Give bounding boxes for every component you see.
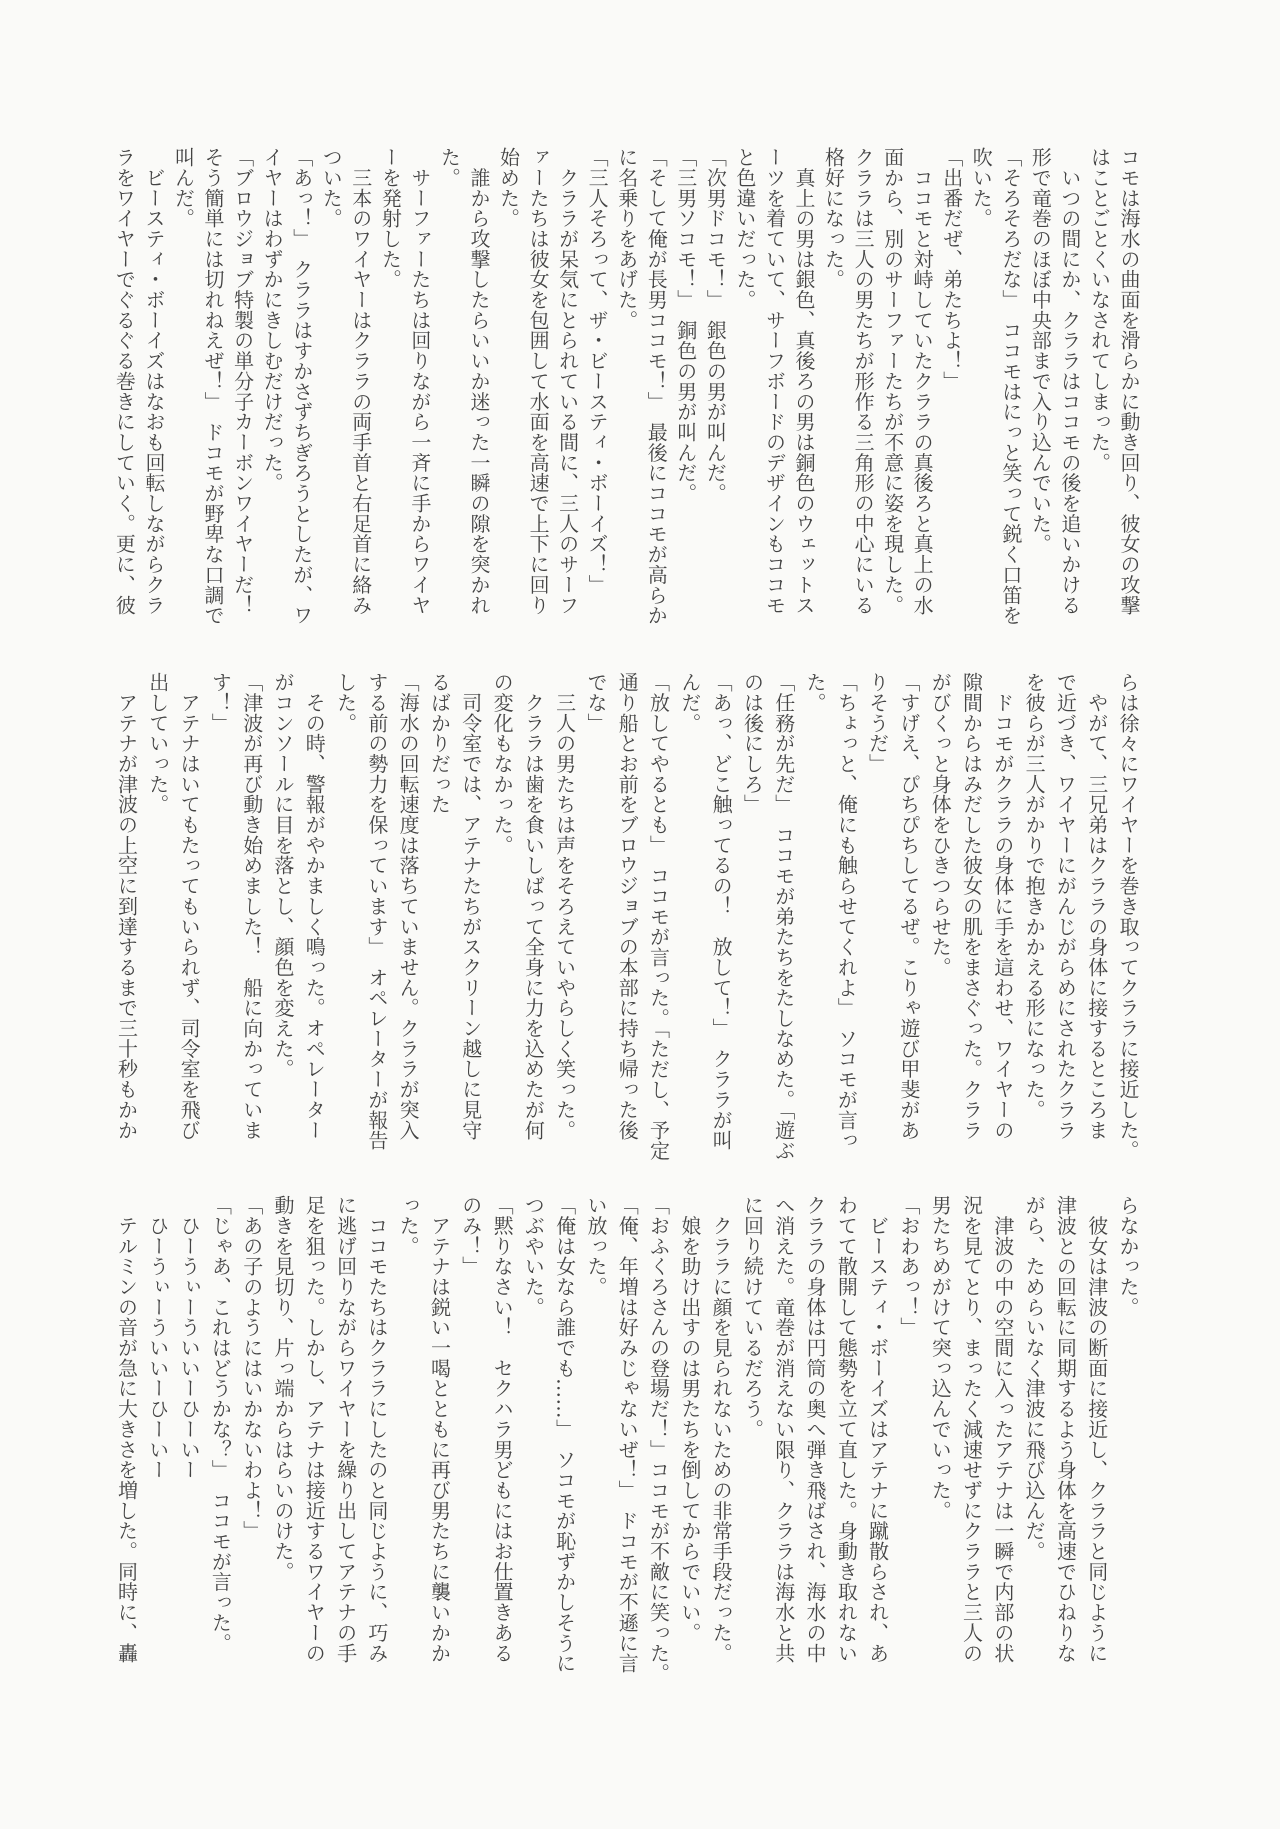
text-column: した。 bbox=[333, 672, 358, 734]
text-column: 「おわあっ！」 bbox=[896, 1195, 921, 1338]
text-column: 隙間からはみだした彼女の肌をまさぐった。クララ bbox=[959, 672, 984, 1141]
text-column: ーツを着ていて、サーフボードのデザインもココモ bbox=[762, 147, 787, 616]
text-column: 誰から攻撃したらいいか迷った一瞬の隙を突かれ bbox=[466, 147, 491, 616]
text-column: 「放してやるとも」 ココモが言った。「ただし、予定 bbox=[646, 672, 671, 1161]
text-column: 況を見てとり、まったく減速せずにクララと三人の bbox=[959, 1195, 984, 1664]
text-column: 動きを見切り、片っ端からはらいのけた。 bbox=[270, 1195, 295, 1582]
text-column: 「三男ソコモ！」 銅色の男が叫んだ。 bbox=[673, 147, 698, 504]
text-column: い放った。 bbox=[583, 1195, 608, 1297]
text-column: イヤーはわずかにきしむだけだった。 bbox=[260, 147, 285, 493]
text-column: 津波との回転に同期するよう身体を高速でひねりな bbox=[1053, 1195, 1078, 1664]
text-column: アテナは鋭い一喝とともに再び男たちに襲いかか bbox=[427, 1195, 452, 1664]
text-column: 「出番だぜ、弟たちよ！」 bbox=[939, 147, 964, 392]
text-column: 形で竜巻のほぼ中央部まで入り込んでいた。 bbox=[1028, 147, 1053, 554]
text-column: クララは三人の男たちが形作る三角形の中心にいる bbox=[851, 147, 876, 616]
text-column: で近づき、ワイヤーにがんじがらめにされたクララ bbox=[1053, 672, 1078, 1141]
text-column: に逃げ回りながらワイヤーを繰り出してアテナの手 bbox=[333, 1195, 358, 1664]
text-column: クララは歯を食いしばって全身に力を込めたが何 bbox=[521, 672, 546, 1141]
text-column: 足を狙った。しかし、アテナは接近するワイヤーの bbox=[302, 1195, 327, 1664]
text-column: クララに顔を見られないための非常手段だった。 bbox=[709, 1195, 734, 1664]
text-column: 「じゃあ、これはどうかな？」 ココモが言った。 bbox=[208, 1195, 233, 1654]
text-column: がコンソールに目を落とし、顔色を変えた。 bbox=[270, 672, 295, 1079]
text-column: クララの身体は円筒の奥へ弾き飛ばされ、海水の中 bbox=[803, 1195, 828, 1664]
text-column: 「津波が再び動き始めました！ 船に向かっていま bbox=[239, 672, 264, 1141]
text-column: 娘を助け出すのは男たちを倒してからでいい。 bbox=[677, 1195, 702, 1643]
text-column: その時、警報がやかましく鳴った。オペレーター bbox=[302, 672, 327, 1141]
text-column: 「そろそろだな」 ココモはにっと笑って鋭く口笛を bbox=[998, 147, 1023, 626]
text-column: 真上の男は銀色、真後ろの男は銅色のウェットス bbox=[791, 147, 816, 616]
text-column: 「そして俺が長男ココモ！」 最後にココモが高らか bbox=[644, 147, 669, 626]
text-column: らなかった。 bbox=[1116, 1195, 1140, 1318]
text-column: 出していった。 bbox=[145, 672, 170, 815]
text-column: ビースティ・ボーイズはアテナに蹴散らされ、あ bbox=[865, 1195, 890, 1664]
text-column: がら、ためらいなく津波に飛び込んだ。 bbox=[1022, 1195, 1047, 1562]
text-column: そう簡単には切れねえぜ！」 ドコモが野卑な口調で bbox=[201, 147, 226, 626]
text-band-bottom bbox=[110, 1195, 1143, 1705]
text-column: 司令室では、アテナたちがスクリーン越しに見守 bbox=[458, 672, 483, 1141]
text-column: らは徐々にワイヤーを巻き取ってクララに接近した。 bbox=[1116, 672, 1140, 1161]
text-column: 「あの子のようにはいかないわよ！」 bbox=[239, 1195, 264, 1541]
text-column: ドコモがクララの身体に手を這わせ、ワイヤーの bbox=[990, 672, 1015, 1141]
text-column: はことごとくいなされてしまった。 bbox=[1087, 147, 1112, 473]
text-band-top bbox=[109, 147, 1143, 647]
text-column: ココモと対峙していたクララの真後ろと真上の水 bbox=[910, 147, 935, 616]
text-column: でな」 bbox=[583, 672, 608, 734]
text-column: クララが呆気にとられている間に、三人のサーフ bbox=[555, 147, 580, 616]
text-column: 叫んだ。 bbox=[171, 147, 196, 229]
text-column: 「あっ！」 クララはすかさずちぎろうとしたが、ワ bbox=[289, 147, 314, 626]
text-column: いつの間にか、クララはココモの後を追いかける bbox=[1057, 147, 1082, 616]
text-column: と色違いだった。 bbox=[732, 147, 757, 310]
text-column: 吹いた。 bbox=[969, 147, 994, 229]
text-column: 「あっ、どこ触ってるの！ 放して！」 クララが叫 bbox=[709, 672, 734, 1151]
text-column: アテナはいてもたってもいられず、司令室を飛び bbox=[177, 672, 202, 1141]
text-column: 男たちめがけて突っ込んでいった。 bbox=[928, 1195, 953, 1521]
text-column: に回り続けているだろう。 bbox=[740, 1195, 765, 1440]
text-column: ァーたちは彼女を包囲して水面を高速で上下に回り bbox=[526, 147, 551, 616]
text-column: サーファーたちは回りながら一斉に手からワイヤ bbox=[407, 147, 432, 616]
text-column: 彼女は津波の断面に接近し、クララと同じように bbox=[1084, 1195, 1109, 1664]
text-column: コモは海水の曲面を滑らかに動き回り、彼女の攻撃 bbox=[1117, 147, 1141, 616]
text-column: った。 bbox=[396, 1195, 421, 1257]
text-column: 「海水の回転速度は落ちていません。クララが突入 bbox=[396, 672, 421, 1141]
text-column: ひーうぃーういいーひーいー bbox=[145, 1195, 170, 1480]
text-column: アテナが津波の上空に到達するまで三十秒もかか bbox=[114, 672, 139, 1141]
text-column: んだ。 bbox=[677, 672, 702, 734]
text-column: へ消えた。竜巻が消えない限り、クララは海水と共 bbox=[771, 1195, 796, 1664]
text-column: ビースティ・ボーイズはなおも回転しながらクラ bbox=[141, 147, 166, 616]
text-column: 「俺、年増は好みじゃないぜ！」 ドコモが不遜に言 bbox=[615, 1195, 640, 1674]
text-column: 三本のワイヤーはクララの両手首と右足首に絡み bbox=[348, 147, 373, 616]
text-column: 始めた。 bbox=[496, 147, 521, 229]
text-column: やがて、三兄弟はクララの身体に接するところま bbox=[1084, 672, 1109, 1141]
text-column: 「次男ドコモ！」 銀色の男が叫んだ。 bbox=[703, 147, 728, 504]
text-column: 通り船とお前をブロウジョブの本部に持ち帰った後 bbox=[615, 672, 640, 1141]
text-column: 面から、別のサーファーたちが不意に姿を現した。 bbox=[880, 147, 905, 616]
text-column: 「すげえ、ぴちぴちしてるぜ。こりゃ遊び甲斐があ bbox=[896, 672, 921, 1141]
text-column: た。 bbox=[803, 672, 828, 713]
text-column: テルミンの音が急に大きさを増した。同時に、轟 bbox=[114, 1195, 139, 1664]
text-column: わてて散開して態勢を立て直した。身動き取れない bbox=[834, 1195, 859, 1664]
text-band-middle bbox=[110, 672, 1143, 1172]
text-column: 格好になった。 bbox=[821, 147, 846, 290]
text-column: の変化もなかった。 bbox=[490, 672, 515, 856]
text-column: がびくっと身体をひきつらせた。 bbox=[928, 672, 953, 978]
text-column: 「黙りなさい！ セクハラ男どもにはお仕置きある bbox=[490, 1195, 515, 1664]
text-column: 三人の男たちは声をそろえていやらしく笑った。 bbox=[552, 672, 577, 1141]
text-column: に名乗りをあげた。 bbox=[614, 147, 639, 331]
text-column: を彼らが三人がかりで抱きかかえる形になった。 bbox=[1022, 672, 1047, 1120]
text-column: ひーうぃーういいーひーいー bbox=[177, 1195, 202, 1480]
text-column: た。 bbox=[437, 147, 462, 188]
text-column: する前の勢力を保っています」 オペレーターが報告 bbox=[364, 672, 389, 1151]
text-column: つぶやいた。 bbox=[521, 1195, 546, 1318]
text-column: りそうだ」 bbox=[865, 672, 890, 774]
text-column: のみ！」 bbox=[458, 1195, 483, 1277]
text-column: ついた。 bbox=[319, 147, 344, 229]
text-column: す！」 bbox=[208, 672, 233, 734]
text-column: ーを発射した。 bbox=[378, 147, 403, 290]
text-column: 津波の中の空間に入ったアテナは一瞬で内部の状 bbox=[990, 1195, 1015, 1664]
text-column: 「俺は女なら誰でも……」 ソコモが恥ずかしそうに bbox=[552, 1195, 577, 1674]
text-column: ラをワイヤーでぐるぐる巻きにしていく。更に、彼 bbox=[112, 147, 137, 616]
text-column: 「三人そろって、ザ・ビースティ・ボーイズ！」 bbox=[585, 147, 610, 595]
text-column: 「おふくろさんの登場だ！」ココモが不敵に笑った。 bbox=[646, 1195, 671, 1684]
text-column: 「ちょっと、俺にも触らせてくれよ」 ソコモが言っ bbox=[834, 672, 859, 1151]
text-column: 「任務が先だ」 ココモが弟たちをたしなめた。「遊ぶ bbox=[771, 672, 796, 1161]
text-column: ココモたちはクララにしたのと同じように、巧み bbox=[364, 1195, 389, 1664]
text-column: のは後にしろ」 bbox=[740, 672, 765, 815]
text-column: 「ブロウジョブ特製の単分子カーボンワイヤーだ！ bbox=[230, 147, 255, 616]
text-column: るばかりだった bbox=[427, 672, 452, 815]
